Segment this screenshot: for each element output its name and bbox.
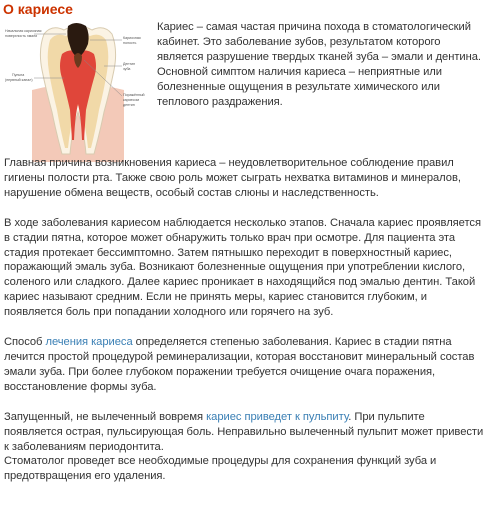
paragraph-conclusion: Стоматолог проведет все необходимые процедуры для сохранения функций зуба и предотвращения его удаления. <box>4 455 437 483</box>
paragraph-pulpitis-start: Запущенный, не вылеченный вовремя <box>4 410 207 423</box>
article-title: О кариесе <box>3 1 73 17</box>
paragraph-treatment-start: Способ <box>4 336 46 349</box>
paragraph-treatment <box>4 335 484 395</box>
figure-label-affected-3: дентин <box>123 103 135 107</box>
figure-label-cavity-2: полость <box>123 41 137 45</box>
paragraph-treatment-end: определяется степенью заболевания. Кариес в стадии пятна лечится простой процедурой реминерализации, которая восстановит минеральный состав эмали зуба. При более глубоком поражении требуется очищение очага поражения, восстановление формы зуба. <box>4 336 475 393</box>
tooth-cross-section-illustration <box>4 20 151 162</box>
figure-label-dentin-1: Дентин <box>123 62 136 66</box>
figure-label-affected-2: кариесом <box>123 98 139 102</box>
figure-label-pulp-2: (нервный канал) <box>5 78 33 82</box>
article-body <box>4 156 484 484</box>
paragraph-pulpitis <box>4 410 484 455</box>
figure-label-cavity-1: Кариозная <box>123 36 141 40</box>
paragraph-pulpitis-end: . При пульпите появляется острая, пульсирующая боль. Неправильно вылеченный пульпит может привести к заболеваниям периодонтита. <box>4 410 484 453</box>
figure-label-affected-1: Поражённый <box>123 93 145 97</box>
paragraph-causes: Главная причина возникновения кариеса – неудовлетворительное соблюдение правил гигиены полости рта. Также свою роль может сыграть нехватка витаминов и минералов, нарушение обмена веществ, особый состав слюны и наследственность. <box>4 157 461 199</box>
figure-label-enamel-1: Начальная кариозная <box>5 29 42 33</box>
intro-paragraph: Кариес – самая частая причина похода в стоматологический кабинет. Это заболевание зубов, результатом которого является разрушение твердых тканей зуба – эмали и дентина. Основной симптом наличия кариеса – неприятные или болезненные ощущения в результате химического или теплового раздражения. <box>157 21 481 108</box>
figure-label-pulp-1: Пульпа <box>12 73 25 77</box>
link-caries-pulpitis[interactable]: кариес приведет к пульпиту <box>206 410 349 423</box>
paragraph-stages: В ходе заболевания кариесом наблюдается несколько этапов. Сначала кариес проявляется в стадии пятна, которое может обнаружить только врач при осмотре. Для пациента эта стадия протекает бессимптомно. Затем пятнышко переходит в поверхностный кариес, поражающий эмаль зуба. Возникают болезненные ощущения при употреблении кислого, соленого или сладкого. Далее кариес проникает в находящийся под эмалью дентин. Такой кариес называют средним. Если не принять меры, кариес становится глубоким, и появляется боль при попадании холодного или горячего на зуб. <box>4 216 481 319</box>
figure-label-dentin-2: зуба <box>123 67 131 71</box>
intro-block <box>4 20 484 164</box>
figure-label-enamel-2: поверхность эмали <box>5 34 38 38</box>
link-caries-treatment[interactable]: лечения кариеса <box>45 336 133 349</box>
